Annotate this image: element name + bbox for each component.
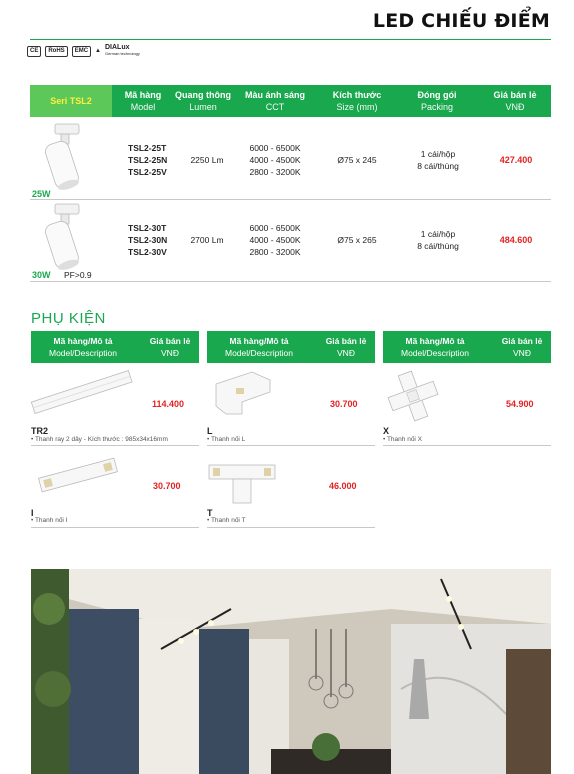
acc-header-model-en: Model/Description [224,348,294,358]
accessory-header [207,331,375,363]
model-list [128,222,188,258]
header-cct [236,89,314,113]
row-divider [207,527,375,528]
accessory-code: I [31,508,34,518]
model-list [128,142,188,178]
row-divider [30,199,551,200]
accessory-price: 30.700 [330,399,358,409]
emc-mark: EMC [72,46,91,57]
t-connector-image [207,457,279,507]
model-code: TSL2-30T [128,223,167,233]
model-code: TSL2-30V [128,247,167,257]
title-divider [30,39,551,40]
accessory-price: 30.700 [153,481,181,491]
accessory-code: T [207,508,213,518]
model-code: TSL2-30N [128,235,168,245]
cct-value: 4000 - 4500K [249,155,301,165]
cct-value: 2800 - 3200K [249,167,301,177]
packing-list [400,148,476,172]
row-divider [207,445,375,446]
interior-photo [31,569,551,774]
watt-30w: 30W [32,270,51,280]
spotlight-30w-image [33,202,91,270]
dialux-sub: German technology [104,51,140,56]
packing-value: 1 cái/hộp [420,229,456,239]
x-connector-image [386,370,440,422]
row-divider [31,527,199,528]
header-model-en: Model [130,102,156,112]
power-factor: PF>0.9 [64,270,92,280]
acc-header-price-vn: Giá bán lẻ [325,336,367,346]
price-value: 427.400 [499,155,533,165]
lumen-value: 2250 Lm [190,155,224,165]
accessory-description: • Thanh nối T [207,517,246,524]
accessory-description: • Thanh nối L [207,436,246,443]
page-title: LED CHIẾU ĐIỂM [372,10,550,32]
header-packing-vn: Đóng gói [417,90,457,100]
header-packing [402,89,472,113]
model-code: TSL2-25V [128,167,167,177]
accessory-description: • Thanh ray 2 dây - Kích thước : 985x34x16mm [31,436,168,443]
dialux-logo [105,45,140,57]
acc-header-price-vn: Giá bán lẻ [149,336,191,346]
certification-marks [27,45,140,57]
header-lumen [170,89,236,113]
accessory-price: 46.000 [329,481,357,491]
acc-header-price-vn: Giá bán lẻ [501,336,543,346]
header-lumen-en: Lumen [189,102,217,112]
series-label: Seri TSL2 [30,85,112,117]
acc-header-price-en: VNĐ [161,348,179,358]
row-divider [383,445,551,446]
ce-mark: CE [27,46,41,57]
accessory-description: • Thanh nối X [383,436,423,443]
price-value: 484.600 [499,235,533,245]
header-price-en: VNĐ [505,102,525,112]
accessories-title: PHỤ KIỆN [31,310,106,327]
watt-25w: 25W [32,189,51,199]
product-table-header [30,85,551,117]
accessory-code: X [383,426,390,436]
cct-value: 4000 - 4500K [249,235,301,245]
header-size-en: Size (mm) [336,102,378,112]
size-value: Ø75 x 265 [337,235,377,245]
i-connector-image [37,452,119,498]
acc-header-price-en: VNĐ [337,348,355,358]
track-rail-image [31,366,133,420]
header-cct-vn: Màu ánh sáng [244,90,305,100]
row-divider [30,281,551,282]
size-value: Ø75 x 245 [337,155,377,165]
model-code: TSL2-25N [128,155,168,165]
accessory-price: 54.900 [506,399,534,409]
packing-value: 8 cái/thùng [417,161,459,171]
header-size [320,89,394,113]
header-model [116,89,170,113]
header-packing-en: Packing [420,102,454,112]
acc-header-model-vn: Mã hàng/Mô tả [405,336,465,346]
acc-header-model-en: Model/Description [48,348,118,358]
lumen-value: 2700 Lm [190,235,224,245]
acc-header-price-en: VNĐ [513,348,531,358]
acc-header-model-vn: Mã hàng/Mô tả [53,336,113,346]
rohs-mark: RoHS [45,46,67,57]
row-divider [31,445,199,446]
dialux-name: DIALux [104,44,130,51]
accessory-price: 114.400 [152,399,185,409]
acc-header-model-en: Model/Description [400,348,470,358]
packing-value: 8 cái/thùng [417,241,459,251]
accessory-header [31,331,199,363]
packing-list [400,228,476,252]
header-price [482,89,548,113]
packing-value: 1 cái/hộp [420,149,456,159]
header-lumen-vn: Quang thông [175,90,231,100]
accessory-header [383,331,551,363]
l-connector-image [212,370,274,418]
dialux-icon: ▲ [95,48,101,54]
accessory-description: • Thanh nối I [31,517,68,524]
cct-value: 6000 - 6500K [249,143,301,153]
cct-list [236,222,314,258]
header-price-vn: Giá bán lẻ [493,90,537,100]
accessory-code: L [207,426,213,436]
cct-value: 2800 - 3200K [249,247,301,257]
accessory-code: TR2 [31,426,49,436]
header-cct-en: CCT [265,102,285,112]
model-code: TSL2-25T [128,143,167,153]
cct-list [236,142,314,178]
spotlight-25w-image [33,122,91,190]
cct-value: 6000 - 6500K [249,223,301,233]
header-model-vn: Mã hàng [124,90,162,100]
acc-header-model-vn: Mã hàng/Mô tả [229,336,289,346]
header-size-vn: Kích thước [332,90,382,100]
